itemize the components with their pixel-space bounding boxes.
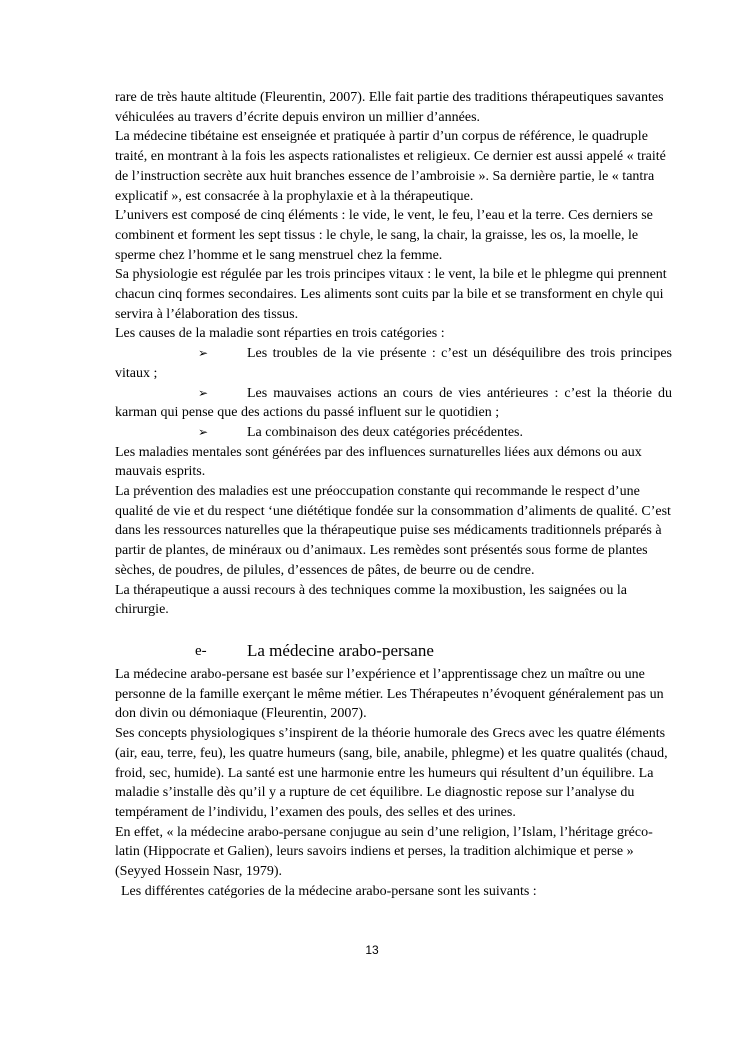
bullet-item-text: Les mauvaises actions an cours de vies antérieures : c’est la théorie du karman qui pense que des actions du passé influent sur le quotidien ; [115,385,672,421]
paragraph-quadruple-treatise: La médecine tibétaine est enseignée et pratiquée à partir d’un corpus de référence, le quadruple traité, en montrant à la fois les aspects rationalistes et religieux. Ce dernier est aussi appelé « traité de l’instruction secrète aux huit branches essence de l’ambroisie ». Sa dernière partie, le « tantra explicatif », est consacrée à la prophylaxie et à la thérapeutique. [115,129,666,204]
paragraph-humoral-concepts: Ses concepts physiologiques s’inspirent de la théorie humorale des Grecs avec les quatre éléments (air, eau, terre, feu), les quatre humeurs (sang, bile, anabile, phlegme) et les quatre qualités (chaud, froid, sec, humide). La santé est une harmonie entre les humeurs qui résultent d’un équilibre. La maladie s’installe dès qu’il y a rupture de cet équilibre. Le diagnostic repose sur l’analyse du tempérament de l’individu, l’examen des pouls, des selles et des urines. [115,726,668,820]
section-number: e- [195,642,207,659]
arrow-bullet-icon: ➢ [198,385,209,400]
paragraph-categories-intro: Les différentes catégories de la médecine arabo-persane sont les suivants : [121,883,537,899]
paragraph-disease-causes: Les causes de la maladie sont réparties en trois catégories : [115,326,445,342]
paragraph-mental-illness: Les maladies mentales sont générées par des influences surnaturelles liées aux démons ou aux mauvais esprits. [115,444,642,480]
paragraph-quote-nasr: En effet, « la médecine arabo-persane conjugue au sein d’une religion, l’Islam, l’héritage gréco-latin (Hippocrate et Galien), leurs savoirs indiens et perses, la tradition alchimique et perse » (Seyyed Hossein Nasr, 1979). [115,824,653,880]
page-number: 13 [365,943,379,957]
arrow-bullet-icon: ➢ [198,346,209,361]
paragraph-techniques: La thérapeutique a aussi recours à des techniques comme la moxibustion, les saignées ou la chirurgie. [115,582,628,618]
section-heading [115,639,672,663]
bullet-item-text: Les troubles de la vie présente : c’est un déséquilibre des trois principes vitaux ; [115,346,672,381]
paragraph-five-elements: L’univers est composé de cinq éléments : le vide, le vent, le feu, l’eau et la terre. Ces derniers se combinent et forment les sept tissus : le chyle, le sang, la chair, la graisse, les os, la moelle, le sperme chez l’homme et le sang menstruel chez la femme. [115,208,653,263]
paragraph-tibetan-intro: rare de très haute altitude (Fleurentin, 2007). Elle fait partie des traditions thérapeutiques savantes véhiculées au travers d’écrite depuis environ un millier d’années. [115,90,664,125]
bullet-item-1 [115,344,672,383]
arrow-bullet-icon: ➢ [198,424,209,439]
bullet-item-2 [115,384,672,423]
bullet-item-text: La combinaison des deux catégories précédentes. [247,424,524,440]
section-title: La médecine arabo-persane [247,640,434,660]
paragraph-prevention: La prévention des maladies est une préoccupation constante qui recommande le respect d’une qualité de vie et du respect ‘une diététique fondée sur la consommation d’aliments de qualité. C’est dans les ressources naturelles que la thérapeutique puise ses médicaments traditionnels préparés à partir de plantes, de minéraux ou d’animaux. Les remèdes sont présentés sous forme de plantes sèches, de poudres, de pilules, d’essences de pâtes, de beurre ou de cendre. [115,484,671,578]
paragraph-arabo-persian-intro: La médecine arabo-persane est basée sur l’expérience et l’apprentissage chez un maître ou une personne de la famille exerçant le même métier. Les Thérapeutes n’évoquent généralement pas un don divin ou démoniaque (Fleurentin, 2007). [115,666,664,722]
bullet-list [115,344,672,443]
bullet-item-3 [115,423,672,443]
paragraph-physiology: Sa physiologie est régulée par les trois principes vitaux : le vent, la bile et le phlegme qui prennent chacun cinq formes secondaires. Les aliments sont cuits par la bile et se transforment en chyle qui servira à l’élaboration des tissus. [115,267,667,322]
